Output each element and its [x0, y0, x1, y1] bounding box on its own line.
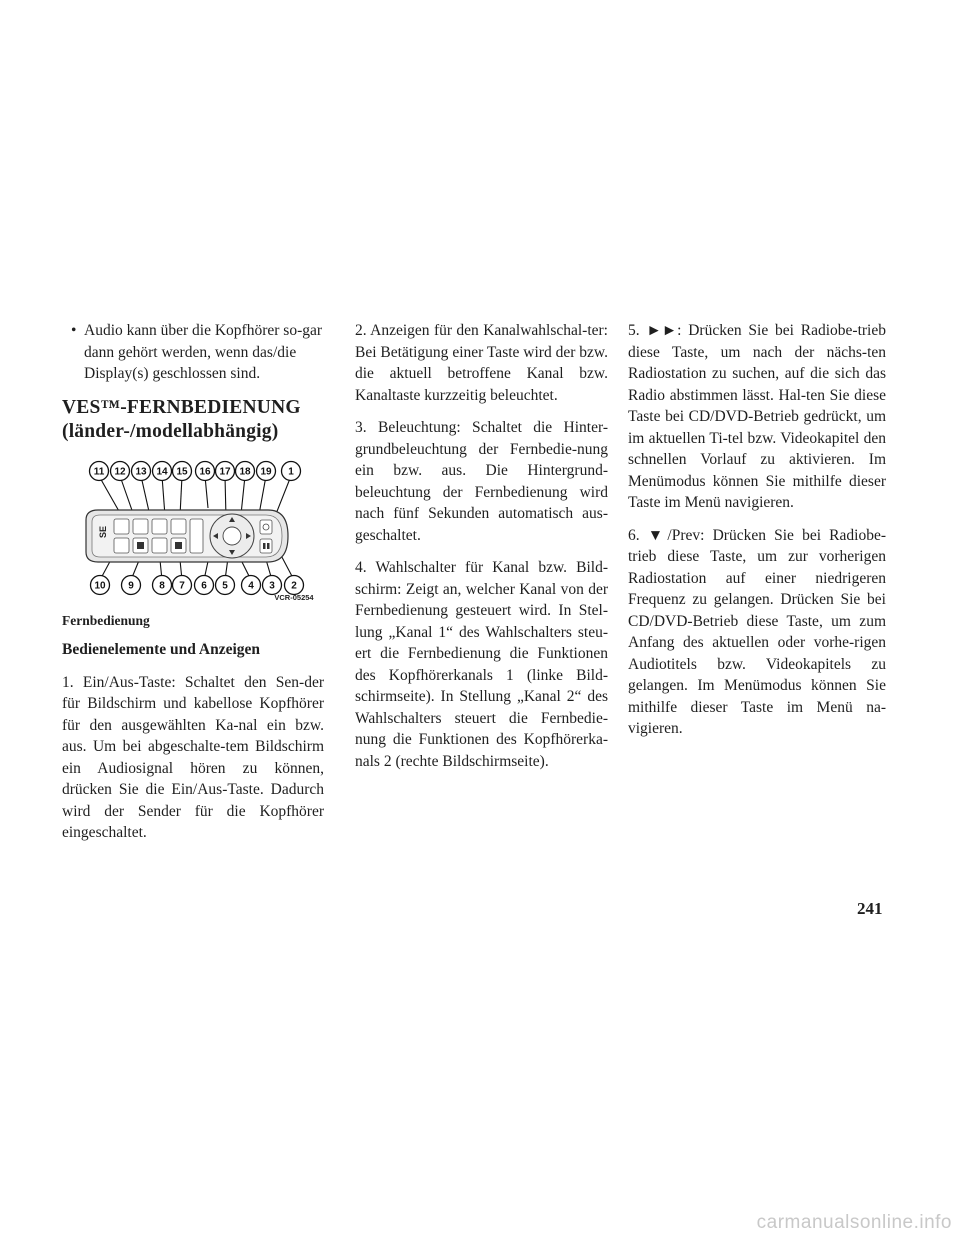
- bullet-item: [62, 320, 324, 385]
- bullet-text: Audio kann über die Kopfhörer so-gar dann gehört werden, wenn das/die Display(s) geschlossen sind.: [84, 322, 323, 382]
- callout-top-label-16: 16: [199, 466, 211, 478]
- paragraph-item-5: 5. ►►: Drücken Sie bei Radiobe-trieb diese Taste, um nach der nächs-ten Radiostation zu suchen, auf die sich das Radio abstimmen lässt. Hal-ten Sie diese Taste bei CD/DVD-Betrieb gedrückt, um im aktuellen Ti-tel bzw. Videokapitel den schnellen Vorlauf zu aktivieren. Im Menümodus können Sie mithilfe dieser Taste im Menü navigieren.: [628, 322, 886, 511]
- paragraph-item-2: 2. Anzeigen für den Kanalwahlschal-ter: Bei Betätigung einer Taste wird der bzw. die aktuell betroffene Kanal bzw. Kanaltaste kurzzeitig beleuchtet.: [355, 322, 608, 404]
- callout-bottom-label-6: 6: [201, 580, 207, 592]
- callout-bottom-label-2: 2: [291, 580, 297, 592]
- figure-caption: Fernbedienung: [62, 612, 150, 628]
- watermark: carmanualsonline.info: [756, 1212, 952, 1233]
- callout-top-label-14: 14: [156, 466, 168, 478]
- svg-text:SE: SE: [98, 525, 108, 538]
- paragraph-item-4: 4. Wahlschalter für Kanal bzw. Bild-schirm: Zeigt an, welcher Kanal von der Fernbedienung gesteuert wird. In Stel-lung „Kanal 1“ des Wahlschalters steu-ert die Fernbedienung die Funktionen des Kopfhörerkanals 1 (linke Bild-schirmseite). In Stellung „Kanal 2“ des Wahlschalters steuert die Fernbedie-nung die Funktionen des Kopfhörerka-nals 2 (rechte Bildschirmseite).: [355, 559, 608, 770]
- paragraph-item-3: 3. Beleuchtung: Schaltet die Hinter-grundbeleuchtung der Fernbedie-nung ein bzw. aus. Die Hintergrund-beleuchtung der Fernbedienung wird nach fünf Sekunden automatisch aus-geschaltet.: [355, 419, 608, 544]
- remote-control-figure: [62, 458, 324, 606]
- column-middle: [355, 320, 608, 783]
- paragraph-item-1: 1. Ein/Aus-Taste: Schaltet den Sen-der für Bildschirm und kabellose Kopfhörer für den ausgewählten Ka-nal ein bzw. aus. Um bei abgeschalte-tem Bildschirm ein Audiosignal hören zu können, drücken Sie die Ein/Aus-Taste. Dadurch wird der Sender für die Kopfhörer eingeschaltet.: [62, 673, 324, 841]
- page-number: 241: [857, 899, 883, 918]
- callout-top-label-1: 1: [288, 466, 294, 478]
- callout-bottom-label-7: 7: [179, 580, 185, 592]
- callout-top-label-17: 17: [219, 466, 231, 478]
- bottom-callouts: [91, 575, 304, 594]
- section-title-line2: (länder-/modellabhängig): [62, 420, 279, 442]
- callout-bottom-label-3: 3: [269, 580, 275, 592]
- callout-bottom-label-9: 9: [128, 580, 134, 592]
- callout-bottom-label-8: 8: [159, 580, 165, 592]
- bullet-dot-icon: •: [71, 322, 77, 339]
- subheading: Bedienelemente und Anzeigen: [62, 641, 261, 658]
- section-title-line1: VES™-FERNBEDIENUNG: [62, 396, 301, 418]
- callout-bottom-label-5: 5: [222, 580, 228, 592]
- callout-top-label-19: 19: [260, 466, 272, 478]
- paragraph-item-6: 6. ▼/Prev: Drücken Sie bei Radiobe-trieb diese Taste, um zur vorherigen Radiostation auf einer niedrigeren Frequenz zu gelangen. Drücken Sie bei CD/DVD-Betrieb diese Taste, um zum Anfang des aktuellen oder vorhe-rigen Audiotitels bzw. Videokapitels zu gelangen. Im Menümodus können Sie mithilfe dieser Taste im Menü na-vigieren.: [628, 526, 886, 737]
- section-title: [62, 396, 324, 444]
- remote-control-illustration: [62, 458, 324, 606]
- figure-code: VCR-05254: [274, 592, 314, 602]
- callout-bottom-label-10: 10: [94, 580, 106, 592]
- callout-top-label-18: 18: [239, 466, 251, 478]
- column-left: [62, 320, 324, 855]
- callout-top-label-13: 13: [135, 466, 147, 478]
- callout-top-label-12: 12: [114, 466, 126, 478]
- remote-body: [86, 510, 288, 562]
- callout-bottom-label-4: 4: [248, 580, 254, 592]
- callout-top-label-11: 11: [93, 466, 105, 478]
- callout-top-label-15: 15: [176, 466, 188, 478]
- top-callouts: [90, 461, 301, 480]
- column-right: [628, 320, 886, 751]
